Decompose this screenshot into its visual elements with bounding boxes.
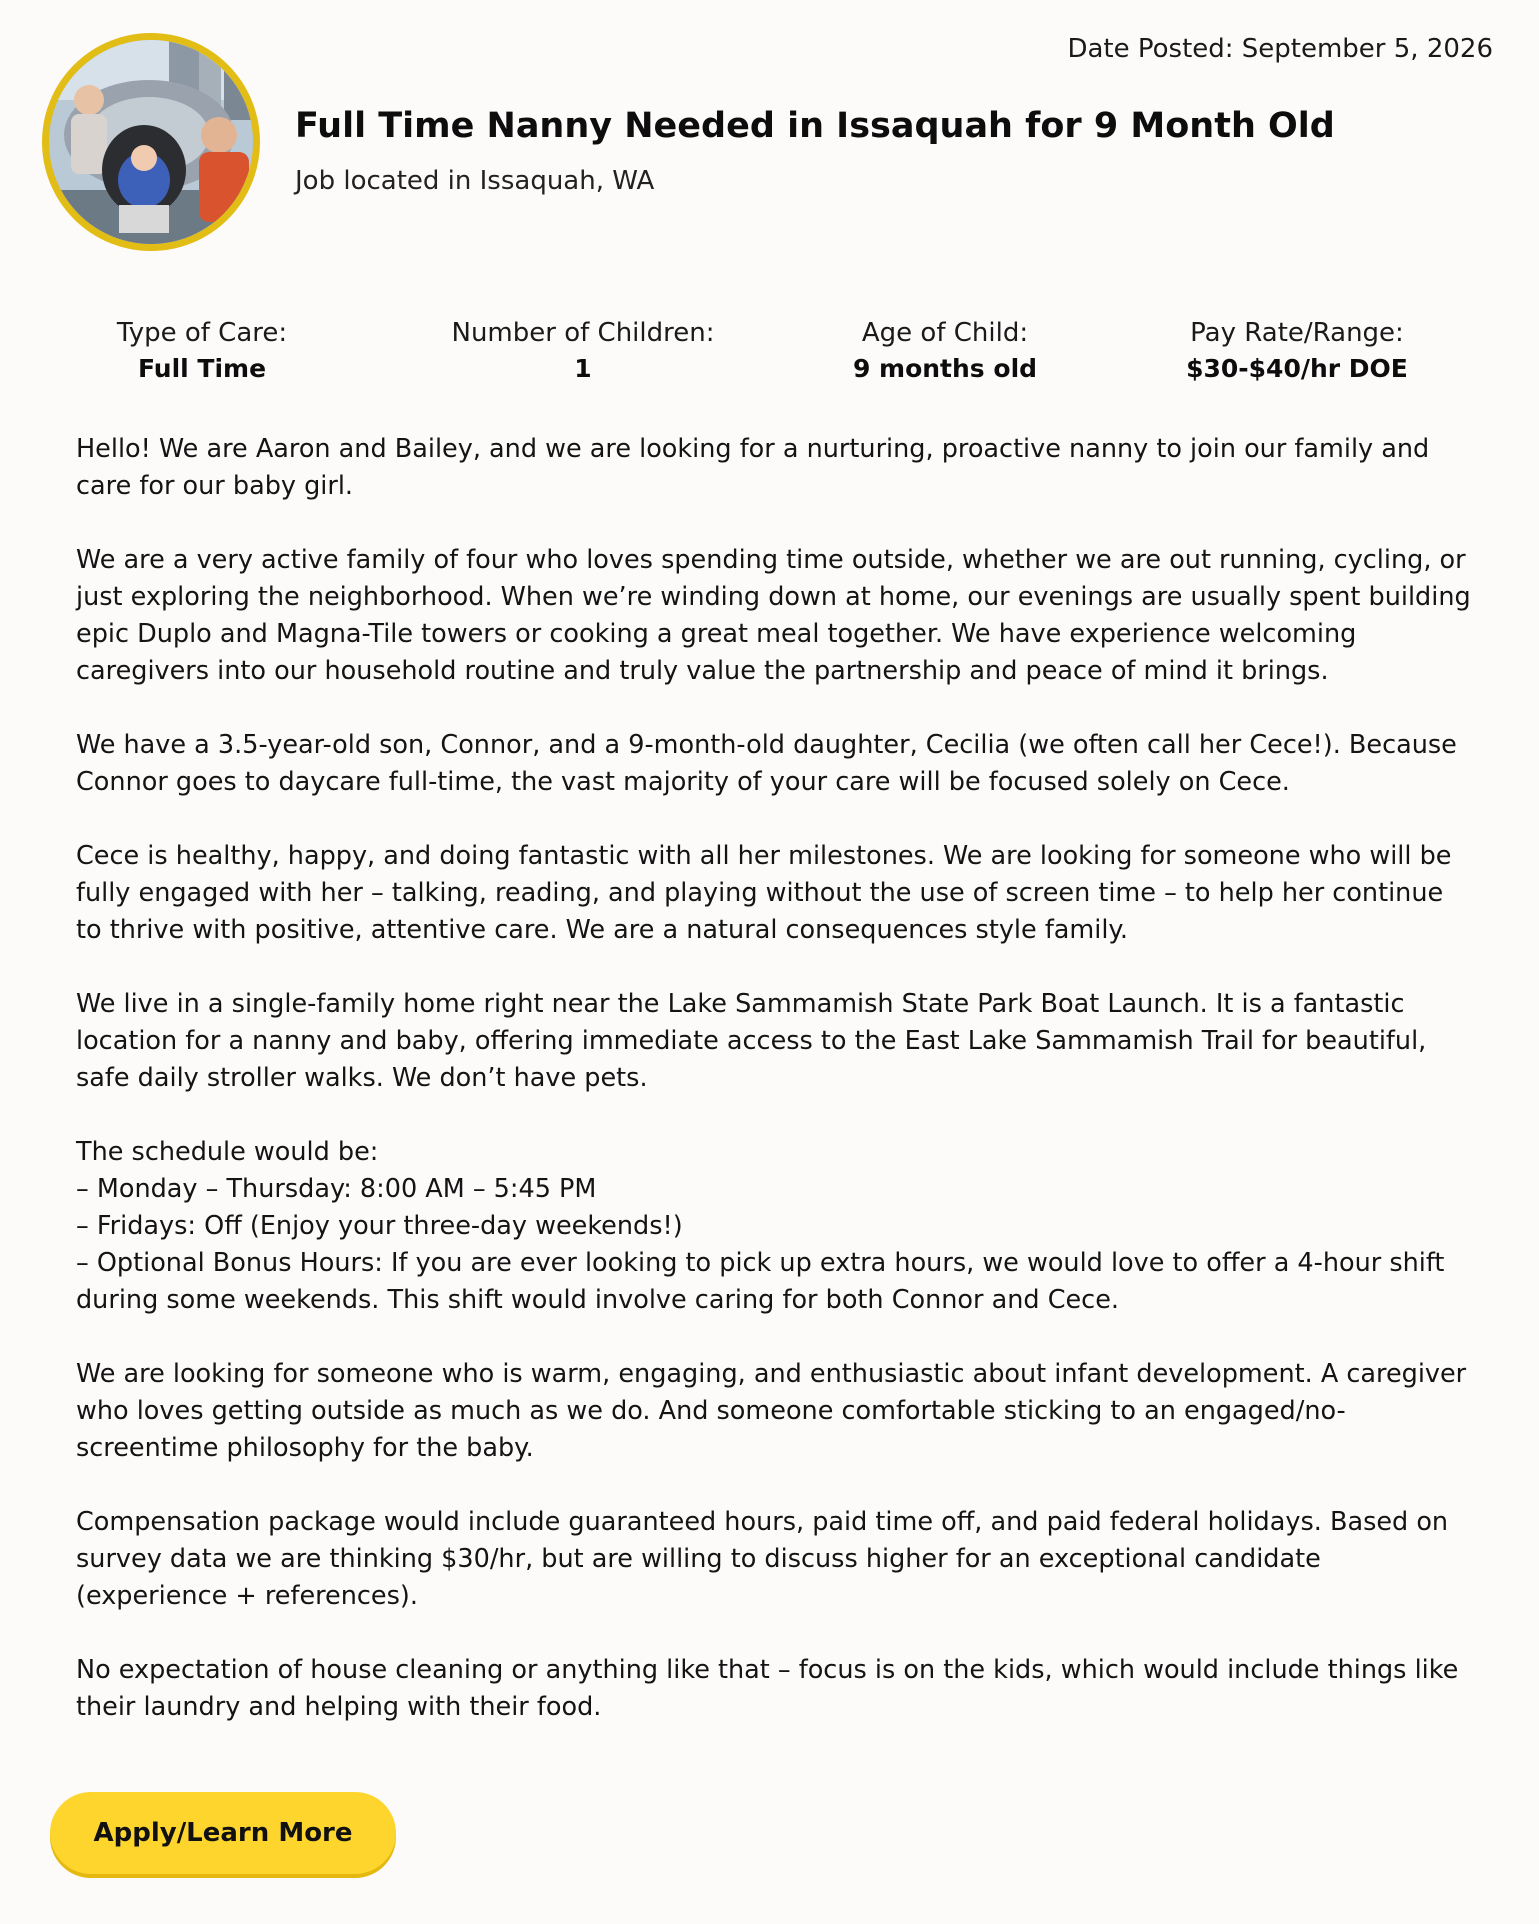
stat-label: Type of Care:: [116, 318, 288, 348]
stat-label: Age of Child:: [861, 318, 1029, 348]
description-paragraph: Cece is healthy, happy, and doing fantastic with all her milestones. We are looking for someone who will be fully engaged with her – talking, reading, and playing without the use of screen time – to help her continue to thrive with positive, attentive care. We are a natural consequences style family.: [76, 841, 1452, 945]
stat-value: 1: [574, 354, 592, 383]
family-photo-avatar: [42, 33, 260, 251]
stat-label: Number of Children:: [451, 318, 715, 348]
stat-value: Full Time: [137, 354, 267, 383]
description-paragraph: We are looking for someone who is warm, engaging, and enthusiastic about infant development. A caregiver who loves getting outside as much as we do. And someone comfortable sticking to an engaged/no-screentime philosophy for the baby.: [76, 1359, 1467, 1463]
description-paragraph: Hello! We are Aaron and Bailey, and we are looking for a nurturing, proactive nanny to join our family and care for our baby girl.: [76, 434, 1430, 501]
description-paragraph: We live in a single-family home right near the Lake Sammamish State Park Boat Launch. It is a fantastic location for a nanny and baby, offering immediate access to the East Lake Sammamish Trail for beautiful, safe daily stroller walks. We don’t have pets.: [76, 989, 1427, 1093]
family-photo-icon: [49, 40, 253, 244]
stat-type-of-care: [22, 315, 382, 387]
description-paragraph: We are a very active family of four who loves spending time outside, whether we are out running, cycling, or just exploring the neighborhood. When we’re winding down at home, our evenings are usually spent building epic Duplo and Magna-Tile towers or cooking a great meal together. We have experience welcoming caregivers into our household routine and truly value the partnership and peace of mind it brings.: [76, 545, 1471, 686]
description-paragraph: Compensation package would include guaranteed hours, paid time off, and paid federal holidays. Based on survey data we are thinking $30/hr, but are willing to discuss higher for an exceptional candidate (experience + references).: [76, 1507, 1449, 1611]
stat-label: Pay Rate/Range:: [1190, 318, 1404, 348]
date-posted: Date Posted: September 5, 2026: [1067, 34, 1493, 64]
stat-value: $30-$40/hr DOE: [1186, 354, 1408, 383]
stat-age-of-child: [765, 315, 1125, 387]
job-title: Full Time Nanny Needed in Issaquah for 9 Month Old: [295, 106, 1335, 146]
description-paragraph: No expectation of house cleaning or anything like that – focus is on the kids, which would include things like their laundry and helping with their food.: [76, 1655, 1459, 1722]
job-location: Job located in Issaquah, WA: [295, 166, 655, 196]
description-paragraph: We have a 3.5-year-old son, Connor, and a 9-month-old daughter, Cecilia (we often call her Cece!). Because Connor goes to daycare full-time, the vast majority of your care will be focused solely on Cece.: [76, 730, 1457, 797]
apply-learn-more-button[interactable]: Apply/Learn More: [50, 1792, 396, 1874]
stat-value: 9 months old: [852, 354, 1038, 383]
stat-number-of-children: [403, 315, 763, 387]
schedule-paragraph: The schedule would be: – Monday – Thursday: 8:00 AM – 5:45 PM – Fridays: Off (Enjoy your three-day weekends!) – Optional Bonus Hours: If you are ever looking to pick up extra hours, we would love to offer a 4-hour shift during some weekends. This shift would involve caring for both Connor and Cece.: [76, 1137, 1445, 1315]
stat-pay-rate: [1117, 315, 1477, 387]
job-stats: [0, 315, 1539, 395]
job-description: [76, 431, 1476, 1763]
